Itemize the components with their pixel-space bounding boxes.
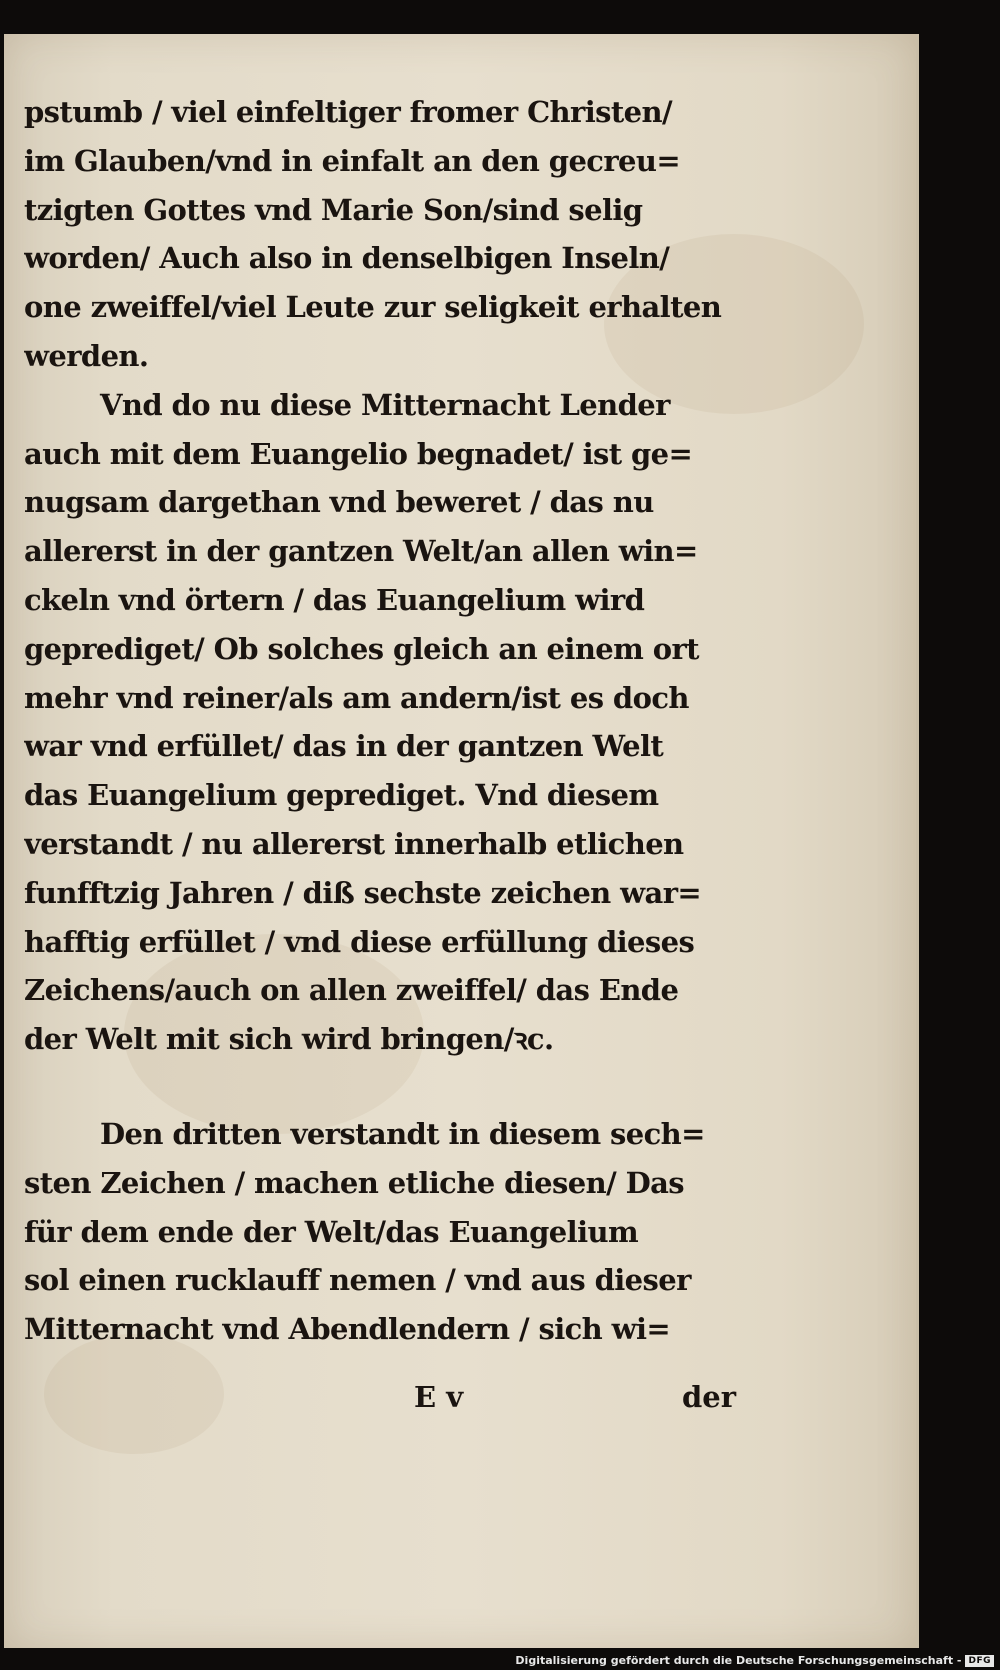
book-page <box>4 34 919 1648</box>
paragraph-gap <box>24 1064 736 1110</box>
text-line: verstandt / nu allererst innerhalb etlichen <box>24 826 684 861</box>
text-line: one zweiffel/viel Leute zur seligkeit erhalten <box>24 290 722 325</box>
text-line: sten Zeichen / machen etliche diesen/ Das <box>24 1165 685 1200</box>
text-line: der Welt mit sich wird bringen/ꝛc. <box>24 1022 554 1057</box>
text-line: Vnd do nu diese Mitternacht Lender <box>100 387 670 422</box>
text-line: mehr vnd reiner/als am andern/ist es doch <box>24 680 689 715</box>
credit-text: Digitalisierung gefördert durch die Deutsche Forschungsgemeinschaft - <box>515 1654 962 1667</box>
text-line: werden. <box>24 338 149 373</box>
text-line: auch mit dem Euangelio begnadet/ ist ge= <box>24 436 693 471</box>
dfg-logo: DFG <box>965 1655 994 1667</box>
page-footer-row <box>24 1380 736 1430</box>
text-line: funfftzig Jahren / diß sechste zeichen war= <box>24 875 702 910</box>
text-line: ckeln vnd örtern / das Euangelium wird <box>24 582 645 617</box>
text-line: im Glauben/vnd in einfalt an den gecreu= <box>24 143 681 178</box>
text-line: Den dritten verstandt in diesem sech= <box>100 1116 705 1151</box>
text-line: Mitternacht vnd Abendlendern / sich wi= <box>24 1312 671 1347</box>
text-line: war vnd erfüllet/ das in der gantzen Welt <box>24 729 664 764</box>
text-line: worden/ Auch also in denselbigen Inseln/ <box>24 241 670 276</box>
text-line: tzigten Gottes vnd Marie Son/sind selig <box>24 192 643 227</box>
text-line: das Euangelium geprediget. Vnd diesem <box>24 778 659 813</box>
text-line: für dem ende der Welt/das Euangelium <box>24 1214 639 1249</box>
signature-mark: E v <box>414 1380 464 1414</box>
digitization-credit <box>515 1654 994 1667</box>
page-text <box>24 88 736 1354</box>
text-line: allererst in der gantzen Welt/an allen win= <box>24 534 698 569</box>
text-line: nugsam dargethan vnd beweret / das nu <box>24 485 654 520</box>
text-line: Zeichens/auch on allen zweiffel/ das Ende <box>24 973 679 1008</box>
text-line: hafftig erfüllet / vnd diese erfüllung dieses <box>24 924 695 959</box>
text-line: pstumb / viel einfeltiger fromer Christen/ <box>24 95 672 129</box>
text-line: geprediget/ Ob solches gleich an einem ort <box>24 631 699 666</box>
catchword: der <box>681 1380 736 1414</box>
text-line: sol einen rucklauff nemen / vnd aus dieser <box>24 1263 691 1298</box>
